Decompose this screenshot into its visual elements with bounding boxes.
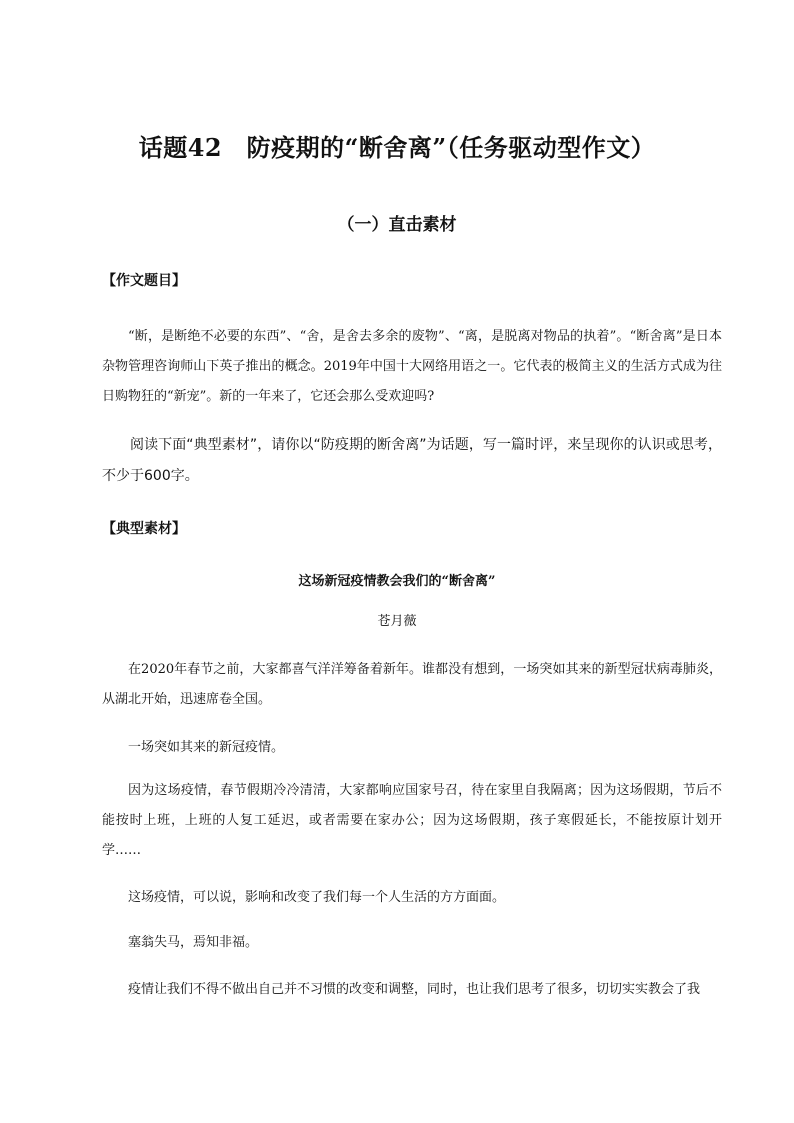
section-label-material: 【典型素材】 xyxy=(102,521,186,537)
article-paragraph: 在2020年春节之前，大家都喜气洋洋筹备着新年。谁都没有想到，一场突如其来的新型冠状病毒肺炎，从湖北开始，迅速席卷全国。 xyxy=(102,662,722,707)
topic-paragraph-2: 阅读下面“典型素材”，请你以“防疫期的断舍离”为话题，写一篇时评，来呈现你的认识或思考，不少于600字。 xyxy=(102,437,722,484)
article-paragraph: 一场突如其来的新冠疫情。 xyxy=(128,740,285,755)
topic-paragraph-1: “断，是断绝不必要的东西”、“舍，是舍去多余的废物”、“离，是脱离对物品的执着”。“断舍离”是日本杂物管理咨询师山下英子推出的概念。2019年中国十大网络用语之一。它代表的极简主义的生活方式成为往日购物狂的“新宠”。新的一年来了，它还会那么受欢迎吗? xyxy=(102,329,722,404)
article-paragraph: 这场疫情，可以说，影响和改变了我们每一个人生活的方方面面。 xyxy=(128,890,506,905)
article-paragraph: 塞翁失马，焉知非福。 xyxy=(128,935,259,950)
article-paragraph: 因为这场疫情，春节假期冷冷清清，大家都响应国家号召，待在家里自我隔离；因为这场假期，节后不能按时上班，上班的人复工延迟，或者需要在家办公；因为这场假期，孩子寒假延长，不能按原计划开学…… xyxy=(102,783,722,858)
article-author: 苍月薇 xyxy=(377,614,417,629)
section-label-topic: 【作文题目】 xyxy=(102,273,186,289)
article-title: 这场新冠疫情教会我们的“断舍离” xyxy=(298,574,496,589)
article-paragraph: 疫情让我们不得不做出自己并不习惯的改变和调整，同时，也让我们思考了很多，切切实实教会了我 xyxy=(128,982,701,997)
section-subtitle: （一）直击素材 xyxy=(337,215,457,235)
page-title: 话题42 防疫期的“断舍离”（任务驱动型作文） xyxy=(138,133,656,162)
